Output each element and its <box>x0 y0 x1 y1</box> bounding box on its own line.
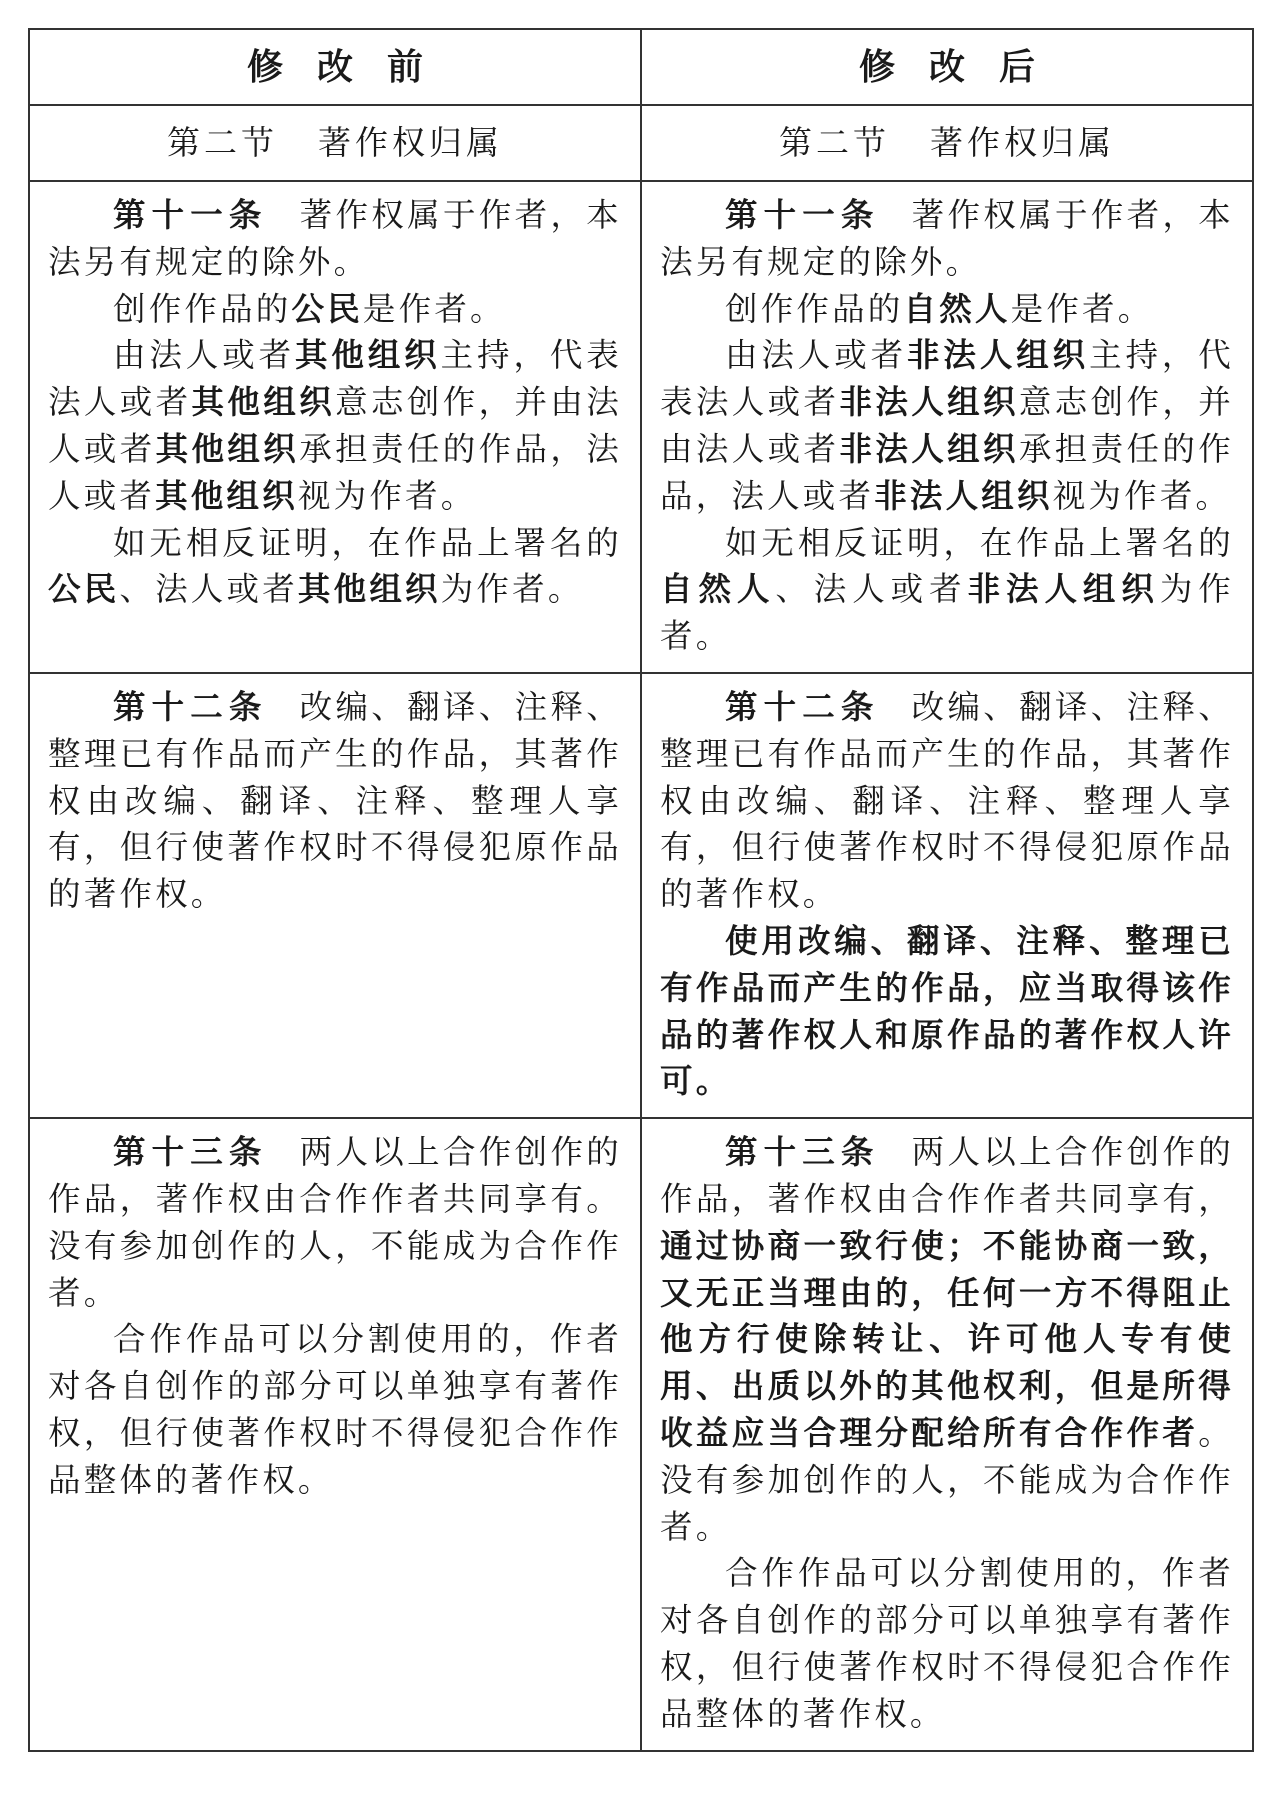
paragraph <box>660 520 1234 660</box>
text: 创作作品的 <box>113 289 292 328</box>
paragraph <box>660 192 1234 286</box>
paragraph <box>660 918 1234 1105</box>
article-12-row <box>29 673 1253 1118</box>
text: 视为作者。 <box>1052 476 1232 515</box>
text: 意志创作，并由法人或者 <box>660 383 1234 468</box>
amended-term: 非法人组织 <box>907 336 1090 375</box>
text: 主持，代表法人或者 <box>48 336 622 422</box>
paragraph <box>660 1550 1234 1737</box>
text: 如无相反证明，在作品上署名的 <box>725 523 1234 562</box>
text: 视为作者。 <box>297 476 477 515</box>
paragraph <box>48 192 622 286</box>
article-13-before <box>29 1118 641 1750</box>
paragraph <box>48 684 622 918</box>
paragraph-text: 改编、翻译、注释、整理已有作品而产生的作品，其著作权由改编、翻译、注释、整理人享有，但行使著作权时不得侵犯原作品的著作权。 <box>48 687 622 914</box>
article-13-after <box>641 1118 1253 1750</box>
text: 两人以上合作创作的作品，著作权由合作作者共同享有， <box>660 1133 1234 1218</box>
article-label: 第十一条 <box>725 196 880 234</box>
paragraph-text: 著作权属于作者，本法另有规定的除外。 <box>660 196 1234 281</box>
article-label: 第十三条 <box>725 1133 880 1172</box>
text: 承担责任的作品，法人或者 <box>660 429 1234 515</box>
paragraph-text: 合作作品可以分割使用的，作者对各自创作的部分可以单独享有著作权，但行使著作权时不得侵犯合作作品整体的著作权。 <box>48 1320 622 1499</box>
text: 。没有参加创作的人，不能成为合作作者。 <box>660 1413 1234 1546</box>
text: 是作者。 <box>362 289 506 328</box>
amended-term: 公民 <box>291 289 363 328</box>
header-after: 修改后 <box>641 29 1253 105</box>
article-11-row <box>29 181 1253 673</box>
paragraph <box>48 1316 622 1503</box>
text: 由法人或者 <box>725 336 908 375</box>
paragraph <box>48 520 622 614</box>
paragraph <box>660 684 1234 918</box>
amended-term: 非法人组织 <box>967 570 1160 609</box>
amended-text: 通过协商一致行使；不能协商一致，又无正当理由的，任何一方不得阻止他方行使除转让、许可他人专有使用、出质以外的其他权利，但是所得收益应当合理分配给所有合作作者 <box>660 1226 1234 1452</box>
amended-term: 其他组织 <box>191 383 336 422</box>
text: 由法人或者 <box>113 336 296 375</box>
amended-paragraph: 使用改编、翻译、注释、整理已有作品而产生的作品，应当取得该作品的著作权人和原作品的著作权人许可。 <box>660 921 1234 1101</box>
article-13-row <box>29 1118 1253 1750</box>
text: 、法人或者 <box>775 570 968 609</box>
text: 是作者。 <box>1010 289 1154 328</box>
amended-term: 其他组织 <box>295 336 441 375</box>
section-row <box>29 105 1253 181</box>
amended-term: 自然人 <box>660 570 776 609</box>
amended-term: 非法人组织 <box>839 429 1019 468</box>
text: 创作作品的 <box>725 289 904 328</box>
text: 主持，代表法人或者 <box>660 336 1234 422</box>
header-before: 修改前 <box>29 29 641 105</box>
amended-term: 公民 <box>48 570 120 609</box>
text: 如无相反证明，在作品上署名的 <box>113 523 622 562</box>
amended-term: 自然人 <box>903 289 1011 328</box>
article-label: 第十一条 <box>113 196 268 234</box>
paragraph <box>660 1129 1234 1550</box>
amended-term: 非法人组织 <box>874 476 1053 515</box>
text: 为作者。 <box>660 570 1234 656</box>
text: 、法人或者 <box>119 570 298 609</box>
text: 为作者。 <box>440 570 584 609</box>
paragraph-text: 两人以上合作创作的作品，著作权由合作作者共同享有。没有参加创作的人，不能成为合作作者。 <box>48 1133 622 1312</box>
paragraph <box>48 332 622 519</box>
article-label: 第十三条 <box>113 1133 268 1172</box>
article-12-before <box>29 673 641 1118</box>
amended-term: 其他组织 <box>155 429 300 468</box>
text: 意志创作，并由法人或者 <box>48 383 622 468</box>
amended-term: 其他组织 <box>155 476 298 515</box>
section-number: 第二节 <box>779 123 890 162</box>
amended-term: 非法人组织 <box>839 383 1019 422</box>
section-number: 第二节 <box>167 123 278 162</box>
header-row <box>29 29 1253 105</box>
paragraph <box>48 1129 622 1316</box>
comparison-table <box>28 28 1254 1752</box>
article-12-after <box>641 673 1253 1118</box>
article-label: 第十二条 <box>113 687 268 726</box>
paragraph-text: 改编、翻译、注释、整理已有作品而产生的作品，其著作权由改编、翻译、注释、整理人享有，但行使著作权时不得侵犯原作品的著作权。 <box>660 687 1234 914</box>
paragraph-text: 合作作品可以分割使用的，作者对各自创作的部分可以单独享有著作权，但行使著作权时不得侵犯合作作品整体的著作权。 <box>660 1554 1234 1733</box>
paragraph <box>660 332 1234 519</box>
section-name: 著作权归属 <box>930 123 1115 162</box>
paragraph <box>660 286 1234 333</box>
paragraph <box>48 286 622 333</box>
section-title-after <box>641 105 1253 181</box>
section-name: 著作权归属 <box>318 123 503 162</box>
article-11-after <box>641 181 1253 673</box>
paragraph-text: 著作权属于作者，本法另有规定的除外。 <box>48 196 622 281</box>
text: 承担责任的作品，法人或者 <box>48 429 622 515</box>
article-11-before <box>29 181 641 673</box>
section-title-before <box>29 105 641 181</box>
amended-term: 其他组织 <box>297 570 441 609</box>
article-label: 第十二条 <box>725 687 880 726</box>
